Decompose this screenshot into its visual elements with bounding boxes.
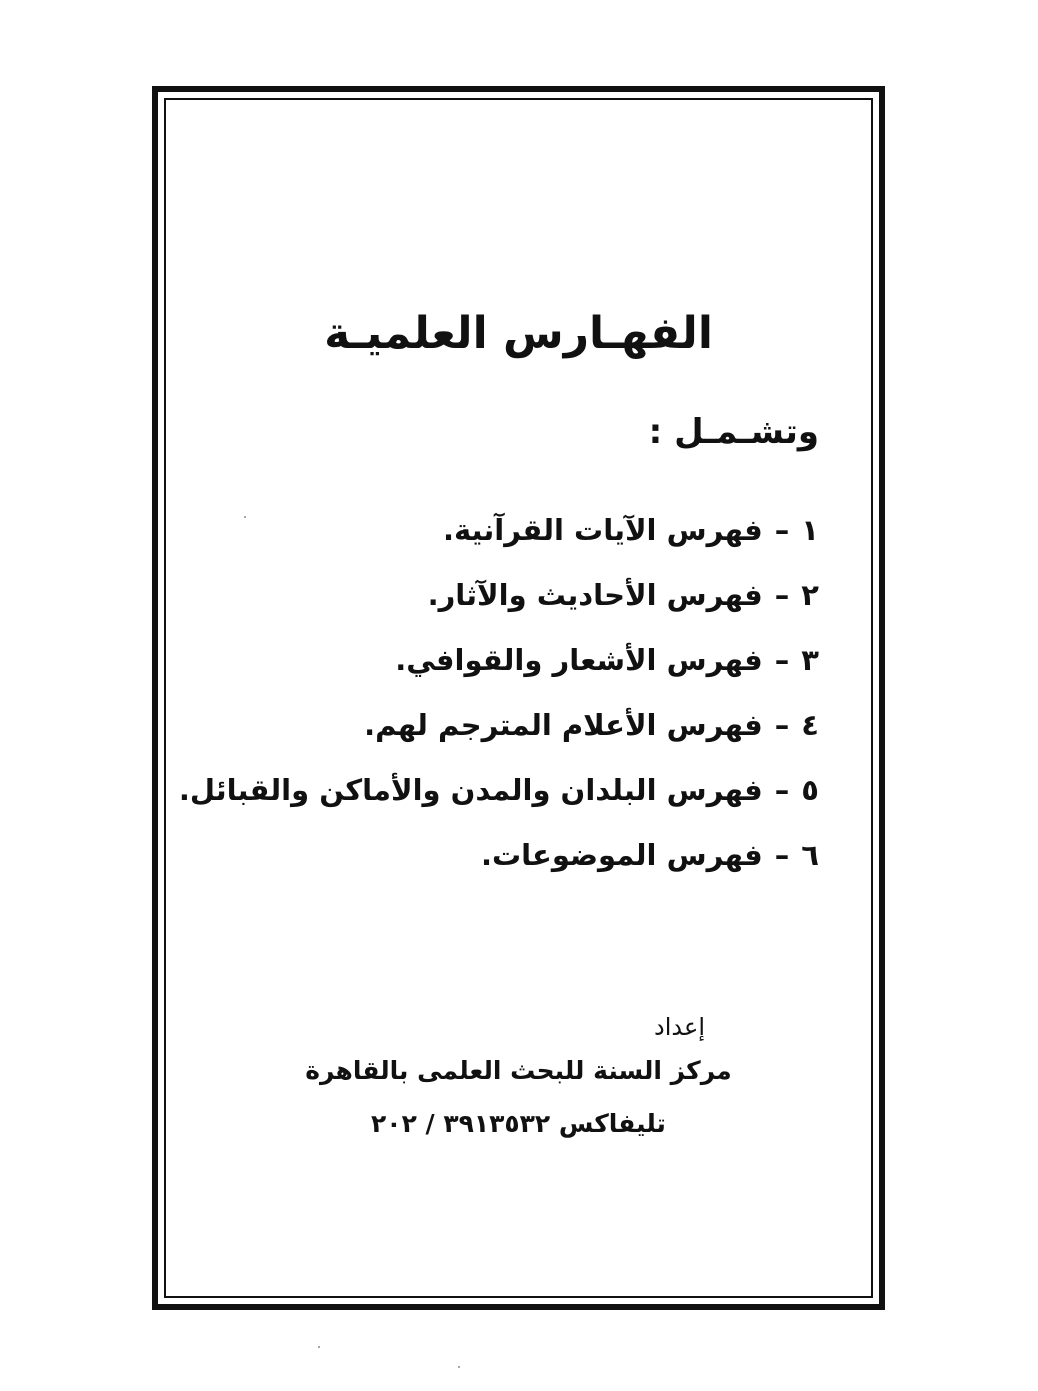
credits-block [164,1010,873,1150]
scan-speck [318,1346,320,1348]
item-text: فهرس الأعلام المترجم لهم. [364,708,763,742]
item-dash: – [774,773,790,807]
item-number: ٦ [801,838,819,872]
item-text: فهرس البلدان والمدن والأماكن والقبائل. [178,773,763,807]
index-item-4 [179,693,819,758]
item-dash: – [774,643,790,677]
item-dash: – [774,838,790,872]
item-number: ١ [801,513,819,547]
page-title: الفهـارس العلميـة [324,308,713,359]
item-text: فهرس الموضوعات. [480,838,763,872]
item-dash: – [774,578,790,612]
page-content [164,98,873,1298]
telefax-line: تليفاكس ٣٩١٣٥٣٢ / ٢٠٢ [371,1109,666,1138]
item-dash: – [774,513,790,547]
scan-speck [244,516,246,518]
prepared-label: إعداد [654,1013,705,1041]
index-item-1 [179,498,819,563]
center-name: مركز السنة للبحث العلمى بالقاهرة [305,1056,732,1085]
index-item-3 [179,628,819,693]
item-number: ٥ [801,773,819,807]
item-number: ٢ [801,578,819,612]
item-text: فهرس الأحاديث والآثار. [427,578,763,612]
item-number: ٤ [801,708,819,742]
index-item-5 [179,758,819,823]
scan-speck [458,1366,460,1368]
intro-heading: وتشـمـل : [648,412,819,452]
index-list [179,498,819,888]
item-text: فهرس الآيات القرآنية. [442,513,763,547]
index-item-6 [179,823,819,888]
index-item-2 [179,563,819,628]
item-text: فهرس الأشعار والقوافي. [395,643,763,677]
item-dash: – [774,708,790,742]
item-number: ٣ [801,643,819,677]
